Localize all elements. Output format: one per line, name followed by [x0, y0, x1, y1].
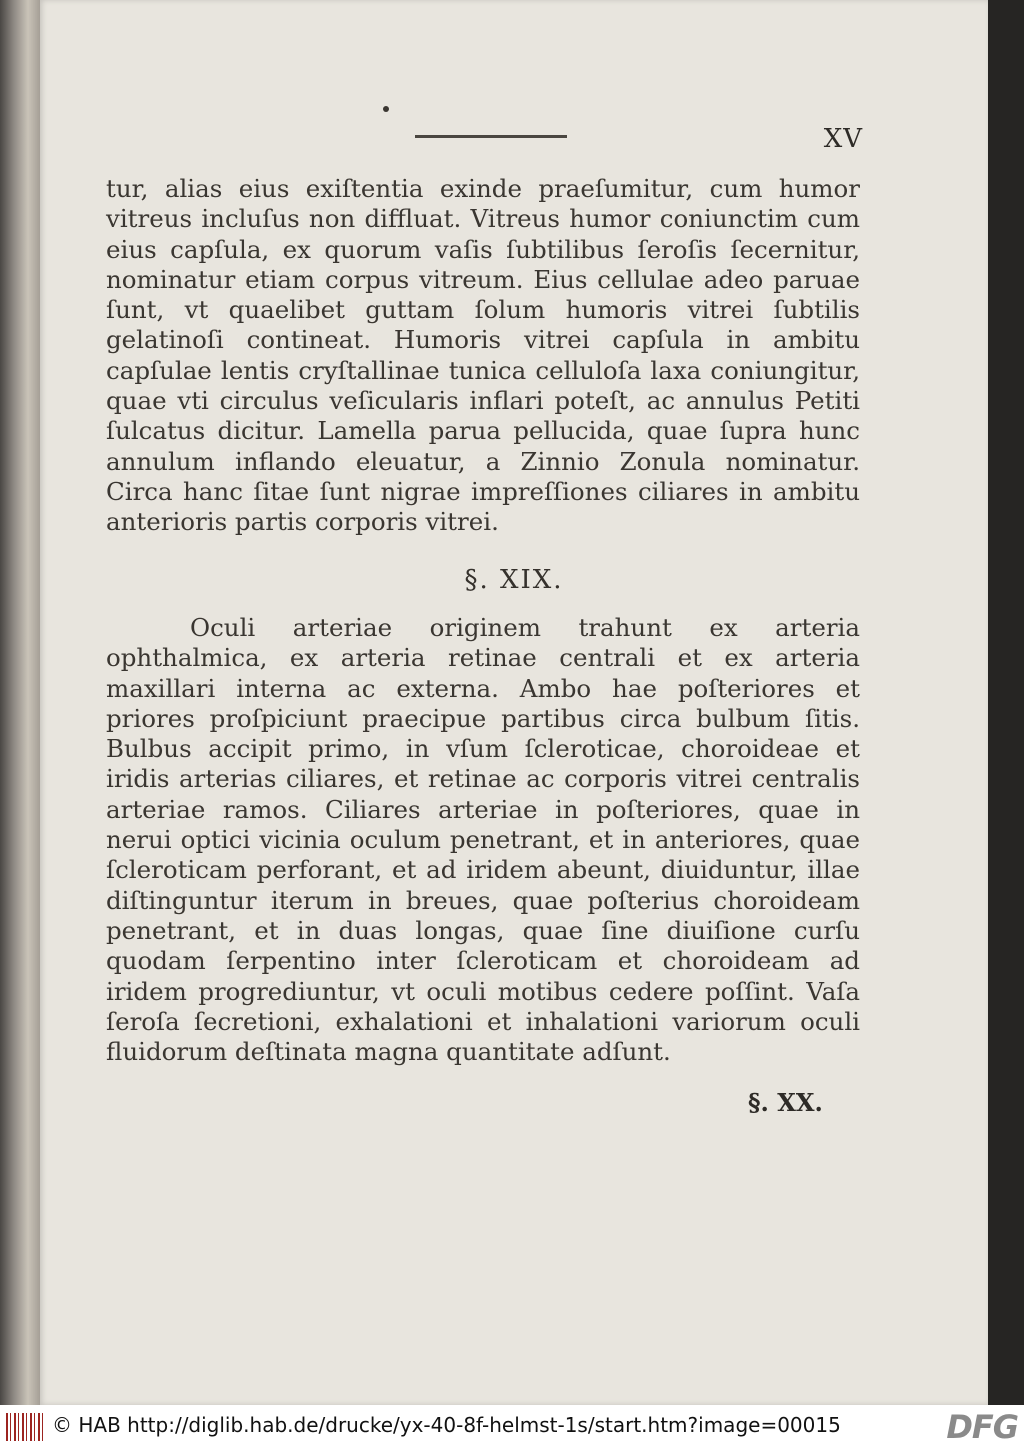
page-number: XV — [823, 124, 863, 154]
dfg-logo: DFG — [946, 1408, 1018, 1446]
scan-background — [988, 0, 1024, 1405]
book-page — [40, 0, 988, 1405]
ink-dot — [383, 106, 389, 112]
paragraph-section-xix — [106, 613, 860, 1067]
running-head — [40, 122, 988, 162]
footer-bar — [0, 1405, 1024, 1447]
catchword: §. XX. — [748, 1088, 823, 1117]
paragraph-text: Oculi arteriae originem trahunt ex arteria ophthalmica, ex arteria retinae centrali et ex arteria maxillari interna ac externa. Ambo hae poſteriores et priores proſpiciunt praecipue partibus circa bulbum ſitis. Bulbus accipit primo, in vſum ſcleroticae, choroideae et iridis arterias ciliares, et retinae ac corporis vitrei centralis arteriae ramos. Ciliares arteriae in poſteriores, quae in nerui optici vicinia oculum penetrant, et in anteriores, quae ſcleroticam perforant, et ad iridem abeunt, diuiduntur, illae diſtinguntur iterum in breues, quae poſterius choroideam penetrant, et in duas longas, quae ſine diuiſione curſu quodam ſerpentino inter ſcleroticam et choroideam ad iridem progrediuntur, vt oculi motibus cedere poſſint. Vaſa ſeroſa ſecretioni, exhalationi et inhalationi variorum oculi fluidorum deſtinata magna quantitate adſunt. — [106, 613, 860, 1067]
barcode-icon — [6, 1413, 46, 1441]
header-rule — [415, 135, 567, 138]
paragraph-continued — [106, 174, 860, 538]
book-left-edge — [0, 0, 40, 1405]
section-heading: §. XIX. — [464, 565, 564, 595]
paragraph-text: tur, alias eius exiſtentia exinde praeſumitur, cum humor vitreus incluſus non diffluat. Vitreus humor coniunctim cum eius capſula, ex quorum vaſis ſubtilibus ſeroſis ſecernitur, nominatur etiam corpus vitreum. Eius cellulae adeo paruae ſunt, vt quaelibet guttam ſolum humoris vitrei ſubtilis gelatinoſi contineat. Humoris vitrei capſula in ambitu capſulae lentis cryſtallinae tunica celluloſa laxa coniungitur, quae vti circulus veſicularis inflari poteſt, ac annulus Petiti ſulcatus dicitur. Lamella parua pellucida, quae ſupra hunc annulum inflando eleuatur, a Zinnio Zonula nominatur. Circa hanc ſitae ſunt nigrae impreſſiones ciliares in ambitu anterioris partis corporis vitrei. — [106, 174, 860, 537]
footer-credit-link[interactable]: © HAB http://diglib.hab.de/drucke/yx-40-8f-helmst-1s/start.htm?image=00015 — [52, 1413, 841, 1437]
